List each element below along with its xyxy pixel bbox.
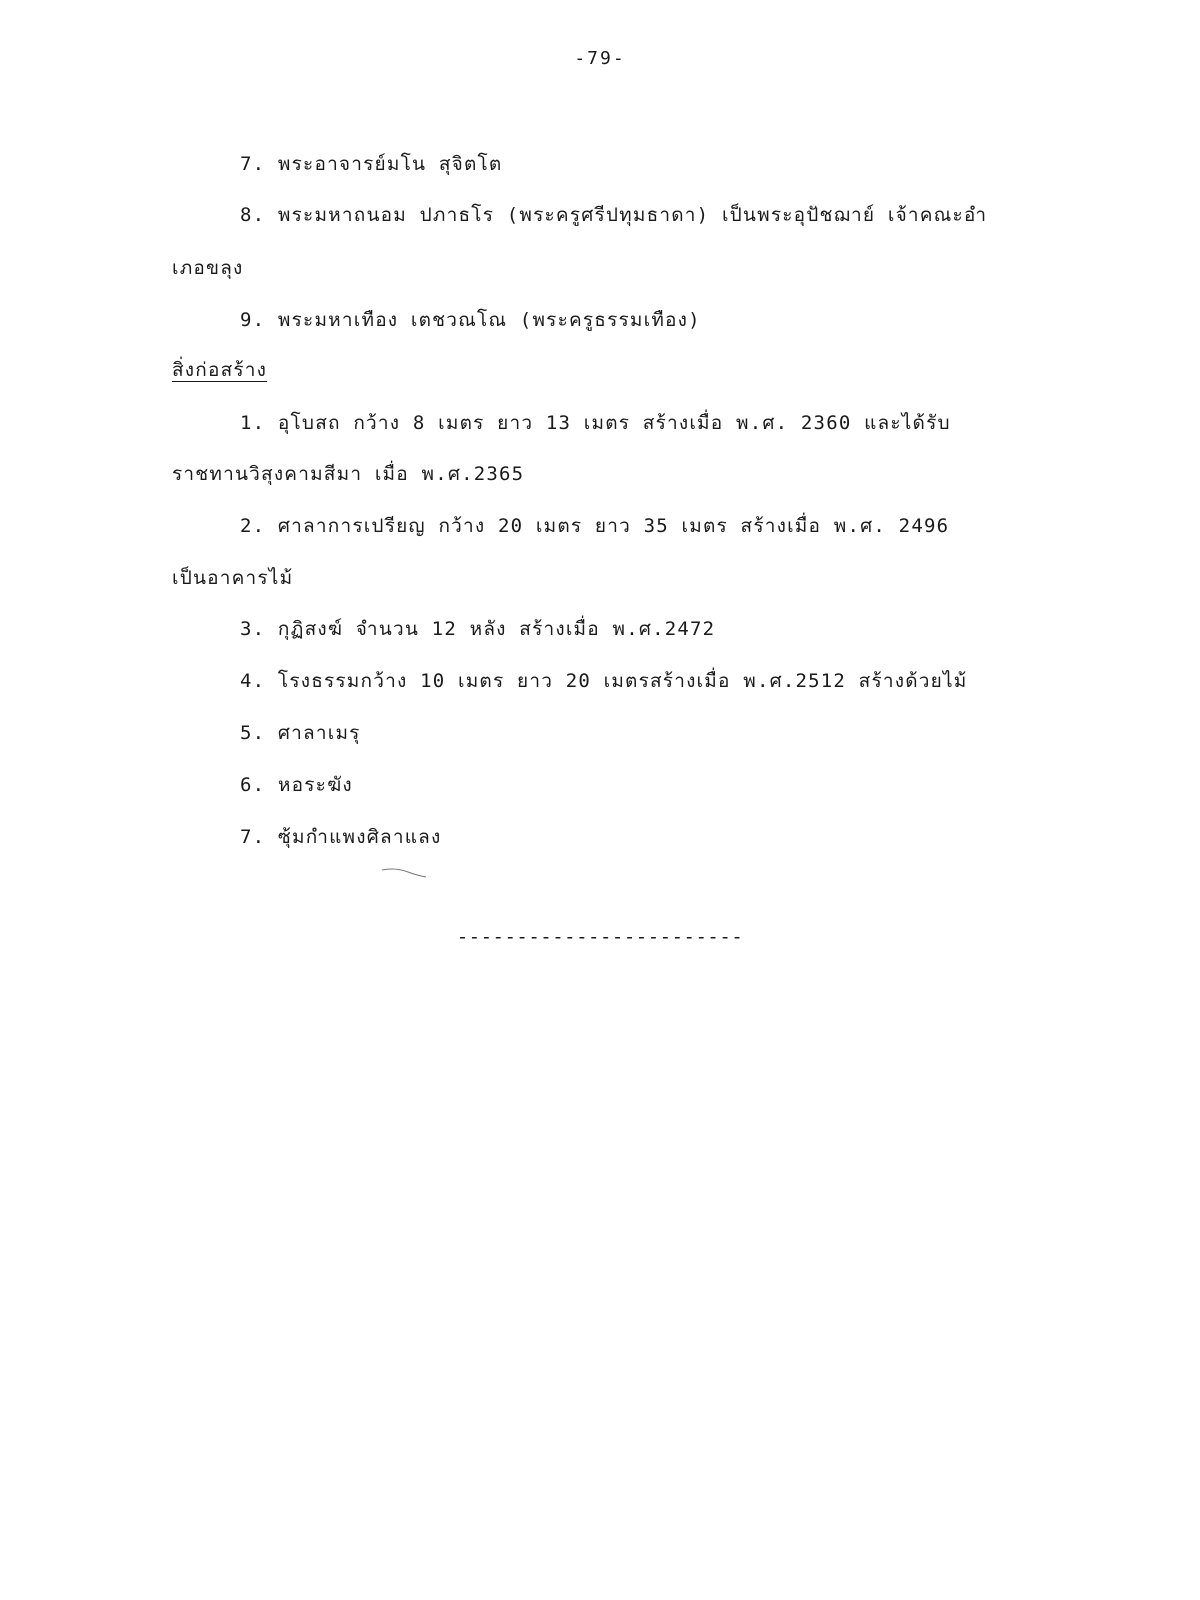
pen-mark [380, 867, 428, 879]
list-item: 3. กุฏิสงฆ์ จำนวน 12 หลัง สร้างเมื่อ พ.ศ.2472 [240, 618, 716, 640]
list-item: 9. พระมหาเทือง เตชวณโณ (พระครูธรรมเทือง) [240, 309, 701, 331]
list-item: 1. อุโบสถ กว้าง 8 เมตร ยาว 13 เมตร สร้างเมื่อ พ.ศ. 2360 และได้รับ [240, 412, 951, 434]
list-item: 6. หอระฆัง [240, 774, 353, 796]
list-item: 5. ศาลาเมรุ [240, 722, 361, 744]
list-item-continuation: เป็นอาคารไม้ [172, 567, 294, 589]
list-item-continuation: เภอขลุง [172, 257, 244, 279]
section-heading: สิ่งก่อสร้าง [172, 359, 268, 381]
page-number: -79- [574, 48, 626, 69]
list-item: 7. ซุ้มกำแพงศิลาแลง [240, 826, 442, 848]
list-item-continuation: ราชทานวิสุงคามสีมา เมื่อ พ.ศ.2365 [172, 463, 525, 485]
list-item: 4. โรงธรรมกว้าง 10 เมตร ยาว 20 เมตรสร้างเมื่อ พ.ศ.2512 สร้างด้วยไม้ [240, 670, 968, 692]
list-item: 7. พระอาจารย์มโน สุจิตโต [240, 153, 503, 175]
end-rule: ------------------------ [456, 926, 744, 948]
list-item: 2. ศาลาการเปรียญ กว้าง 20 เมตร ยาว 35 เมตร สร้างเมื่อ พ.ศ. 2496 [240, 515, 950, 537]
list-item: 8. พระมหาถนอม ปภาธโร (พระครูศรีปทุมธาดา) เป็นพระอุปัชฌาย์ เจ้าคณะอำ [240, 204, 988, 226]
